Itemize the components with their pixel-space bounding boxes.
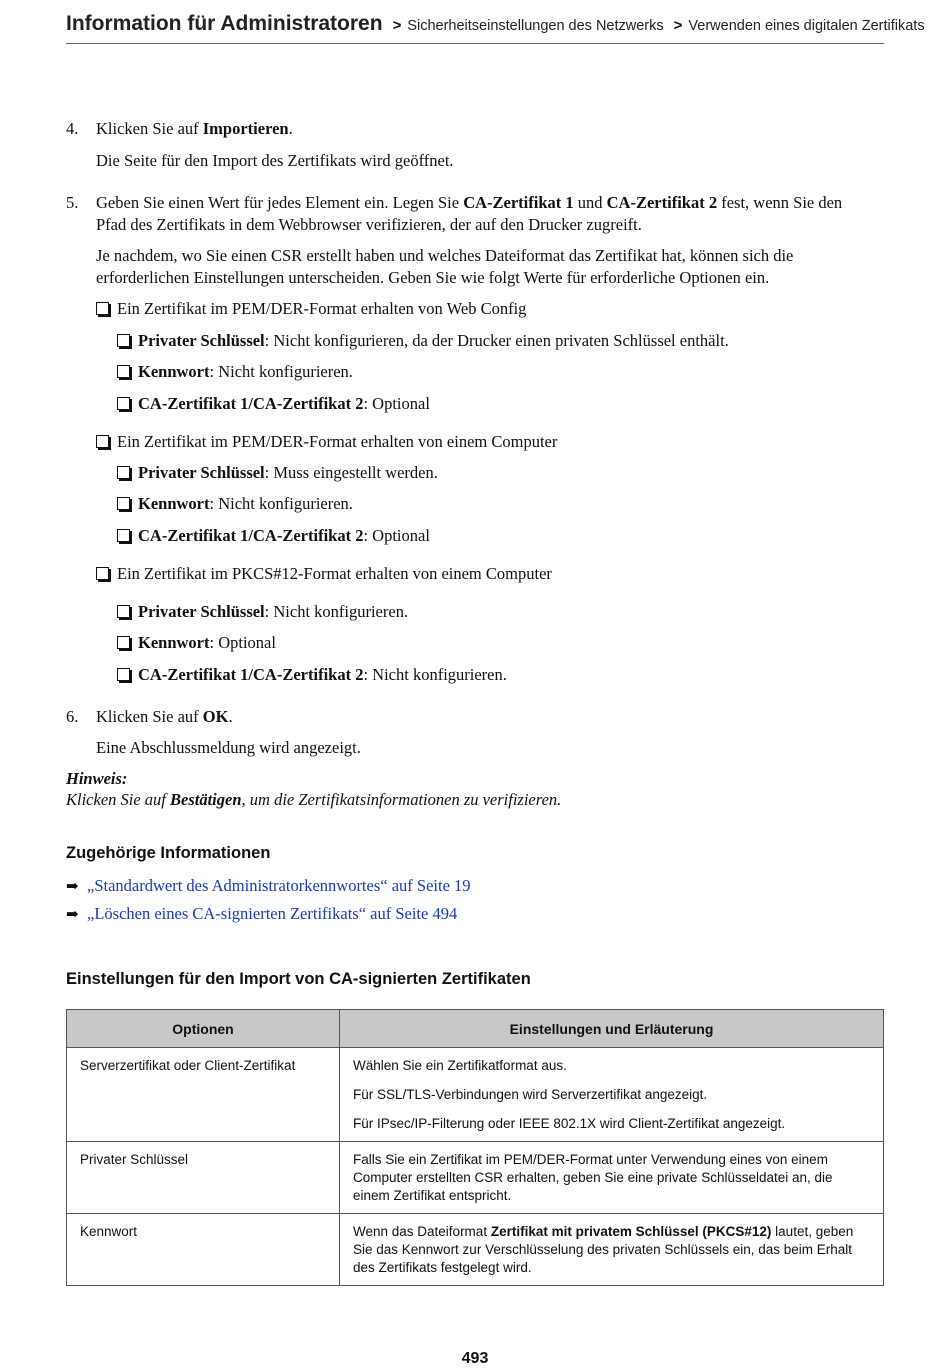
checkbox-bullet-icon	[117, 636, 130, 649]
table-row	[67, 1214, 884, 1286]
table-row	[67, 1048, 884, 1142]
step-6-text: Klicken Sie auf OK.	[96, 707, 233, 726]
related-link-row	[66, 875, 471, 898]
description-text: Für IPsec/IP-Filterung oder IEEE 802.1X wird Client-Zertifikat angezeigt.	[353, 1116, 786, 1131]
description-text: Wenn das Dateiformat Zertifikat mit privatem Schlüssel (PKCS#12) lautet, geben Sie das Kennwort zur Verschlüsselung des privaten Schlüssels ein, das beim Erhalt des Zertifikats festgelegt wird.	[353, 1224, 854, 1275]
list-item: Privater Schlüssel: Muss eingestellt werden.	[117, 462, 438, 484]
table-row	[67, 1142, 884, 1214]
list-item: Ein Zertifikat im PEM/DER-Format erhalten von einem Computer	[96, 431, 557, 453]
checkbox-bullet-icon	[96, 302, 109, 315]
option-cell: Serverzertifikat oder Client-Zertifikat	[67, 1048, 340, 1142]
list-item: Ein Zertifikat im PKCS#12-Format erhalten von einem Computer	[96, 563, 552, 585]
description-text: Für SSL/TLS-Verbindungen wird Serverzertifikat angezeigt.	[353, 1087, 708, 1102]
checkbox-bullet-icon	[117, 334, 130, 347]
checkbox-bullet-icon	[117, 605, 130, 618]
checkbox-bullet-icon	[117, 529, 130, 542]
checkbox-bullet-icon	[117, 497, 130, 510]
breadcrumb-item-network-security[interactable]: Sicherheitseinstellungen des Netzwerks	[407, 18, 664, 34]
hint-text: Klicken Sie auf Bestätigen, um die Zertifikatsinformationen zu verifizieren.	[66, 790, 562, 809]
checkbox-bullet-icon	[117, 397, 130, 410]
checkbox-bullet-icon	[96, 435, 109, 448]
breadcrumb	[66, 12, 925, 36]
step-number: 4.	[66, 119, 79, 138]
settings-table	[66, 1009, 884, 1286]
related-link-row	[66, 903, 457, 926]
description-cell	[340, 1142, 884, 1214]
list-item: Kennwort: Optional	[117, 632, 276, 654]
breadcrumb-separator: >	[392, 17, 402, 34]
list-item: Privater Schlüssel: Nicht konfigurieren, da der Drucker einen privaten Schlüssel enthält.	[117, 330, 729, 352]
page-header-title: Information für Administratoren	[66, 12, 383, 35]
step-6-result: Eine Abschlussmeldung wird angezeigt.	[96, 738, 361, 757]
step-5-text-line2: Pfad des Zertifikats in dem Webbrowser verifizieren, der auf den Drucker zugreift.	[96, 215, 642, 234]
option-cell: Privater Schlüssel	[67, 1142, 340, 1214]
checkbox-bullet-icon	[117, 365, 130, 378]
arrow-right-icon: ➡	[66, 907, 79, 923]
list-item: CA-Zertifikat 1/CA-Zertifikat 2: Optional	[117, 393, 430, 415]
list-item: Kennwort: Nicht konfigurieren.	[117, 361, 353, 383]
related-link-delete-certificate[interactable]: „Löschen eines CA-signierten Zertifikats“ auf Seite 494	[87, 904, 458, 923]
column-header-options: Optionen	[67, 1010, 340, 1048]
checkbox-bullet-icon	[96, 567, 109, 580]
step-5-paragraph-line1: Je nachdem, wo Sie einen CSR erstellt haben und welches Dateiformat das Zertifikat hat, können sich die	[96, 246, 794, 265]
table-header-row	[67, 1010, 884, 1048]
hint-heading: Hinweis:	[66, 769, 128, 788]
step-5-paragraph-line2: erforderlichen Einstellungen unterscheiden. Geben Sie wie folgt Werte für erforderliche Optionen ein.	[96, 268, 770, 287]
list-item: Kennwort: Nicht konfigurieren.	[117, 493, 353, 515]
list-item: Privater Schlüssel: Nicht konfigurieren.	[117, 601, 408, 623]
description-text: Falls Sie ein Zertifikat im PEM/DER-Format unter Verwendung eines von einem Computer erstellten CSR erhalten, geben Sie eine private Schlüsseldatei an, die einem Zertifikat entspricht.	[353, 1152, 833, 1203]
description-text: Wählen Sie ein Zertifikatformat aus.	[353, 1058, 567, 1073]
arrow-right-icon: ➡	[66, 879, 79, 895]
step-4-text: Klicken Sie auf Importieren.	[96, 119, 293, 138]
step-5-text: Geben Sie einen Wert für jedes Element ein. Legen Sie CA-Zertifikat 1 und CA-Zertifikat 2 fest, wenn Sie den	[96, 193, 843, 212]
related-link-admin-password[interactable]: „Standardwert des Administratorkennwortes“ auf Seite 19	[87, 876, 471, 895]
page-number: 493	[461, 1350, 489, 1367]
checkbox-bullet-icon	[117, 466, 130, 479]
description-cell	[340, 1048, 884, 1142]
breadcrumb-separator: >	[673, 17, 683, 34]
step-4-result: Die Seite für den Import des Zertifikats wird geöffnet.	[96, 151, 454, 170]
breadcrumb-item-digital-certificate[interactable]: Verwenden eines digitalen Zertifikats	[688, 18, 925, 34]
settings-section-title: Einstellungen für den Import von CA-signierten Zertifikaten	[66, 970, 531, 988]
description-cell	[340, 1214, 884, 1286]
step-number: 5.	[66, 193, 79, 212]
column-header-settings: Einstellungen und Erläuterung	[340, 1010, 884, 1048]
step-number: 6.	[66, 707, 79, 726]
option-cell: Kennwort	[67, 1214, 340, 1286]
list-item: CA-Zertifikat 1/CA-Zertifikat 2: Nicht konfigurieren.	[117, 664, 507, 686]
checkbox-bullet-icon	[117, 668, 130, 681]
list-item: CA-Zertifikat 1/CA-Zertifikat 2: Optional	[117, 525, 430, 547]
list-item: Ein Zertifikat im PEM/DER-Format erhalten von Web Config	[96, 298, 526, 320]
header-divider	[66, 43, 884, 44]
related-info-title: Zugehörige Informationen	[66, 844, 271, 862]
